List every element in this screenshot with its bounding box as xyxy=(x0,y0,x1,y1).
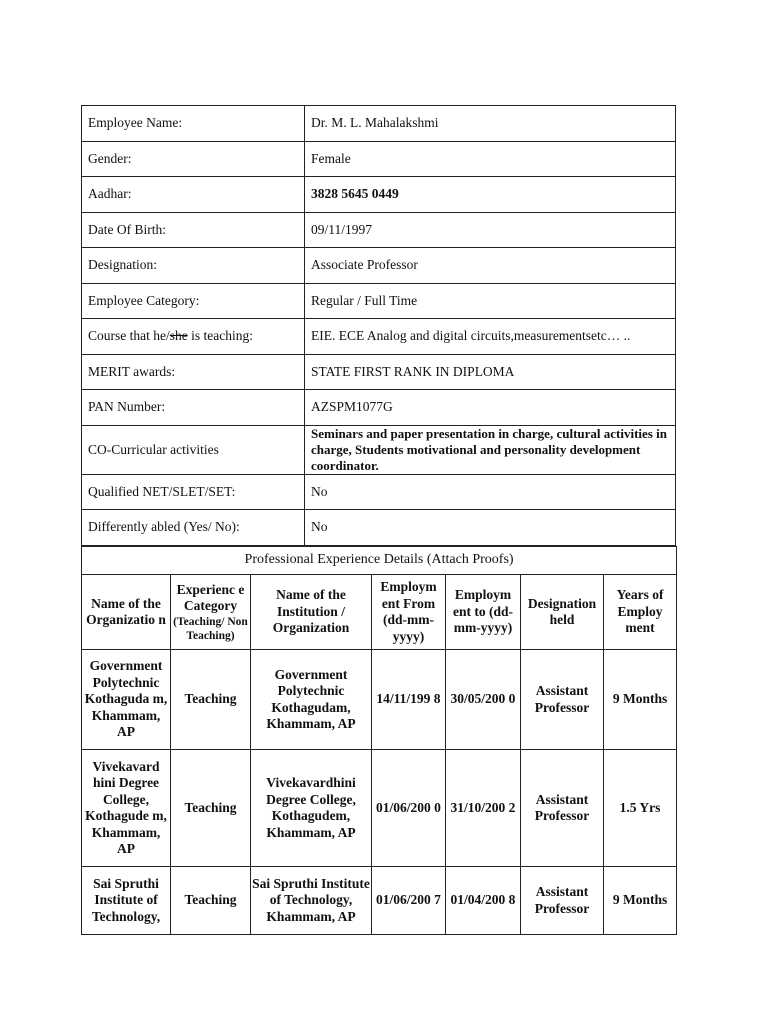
co-curricular-value: Seminars and paper presentation in charge, cultural activities in charge, Students motivational and personality development coordinator. xyxy=(305,425,676,474)
row-to: 01/04/200 8 xyxy=(446,867,521,935)
info-row xyxy=(82,177,676,213)
header-org: Name of the Organizatio n xyxy=(82,575,171,650)
header-category-note: (Teaching/ Non Teaching) xyxy=(173,615,248,642)
dob-value: 09/11/1997 xyxy=(305,212,676,248)
experience-header-row xyxy=(82,575,677,650)
merit-label: MERIT awards: xyxy=(82,354,305,390)
row-from: 01/06/200 0 xyxy=(372,750,446,867)
table-row xyxy=(82,650,677,750)
gender-label: Gender: xyxy=(82,141,305,177)
info-row xyxy=(82,106,676,142)
header-category xyxy=(171,575,251,650)
info-row xyxy=(82,319,676,355)
header-institution: Name of the Institution / Organization xyxy=(251,575,372,650)
header-designation: Designation held xyxy=(521,575,604,650)
row-org: Government Polytechnic Kothaguda m, Khammam, AP xyxy=(82,650,171,750)
info-row xyxy=(82,474,676,510)
row-years: 1.5 Yrs xyxy=(604,750,677,867)
row-institution: Vivekavardhini Degree College, Kothagudem, Khammam, AP xyxy=(251,750,372,867)
differently-abled-label: Differently abled (Yes/ No): xyxy=(82,510,305,546)
row-from: 14/11/199 8 xyxy=(372,650,446,750)
info-row xyxy=(82,283,676,319)
row-years: 9 Months xyxy=(604,867,677,935)
info-row xyxy=(82,141,676,177)
aadhar-label: Aadhar: xyxy=(82,177,305,213)
row-designation: Assistant Professor xyxy=(521,867,604,935)
pan-value: AZSPM1077G xyxy=(305,390,676,426)
course-label-pre: Course that he/ xyxy=(88,328,170,344)
info-row xyxy=(82,390,676,426)
experience-section-title: Professional Experience Details (Attach Proofs) xyxy=(82,547,677,575)
row-designation: Assistant Professor xyxy=(521,750,604,867)
experience-section-row xyxy=(82,547,677,575)
aadhar-value: 3828 5645 0449 xyxy=(305,177,676,213)
info-row xyxy=(82,248,676,284)
employee-name-value: Dr. M. L. Mahalakshmi xyxy=(305,106,676,142)
row-category: Teaching xyxy=(171,650,251,750)
row-category: Teaching xyxy=(171,867,251,935)
table-row xyxy=(82,867,677,935)
gender-value: Female xyxy=(305,141,676,177)
co-curricular-label: CO-Curricular activities xyxy=(82,425,305,474)
table-row xyxy=(82,750,677,867)
row-from: 01/06/200 7 xyxy=(372,867,446,935)
course-label xyxy=(82,319,305,355)
row-org: Sai Spruthi Institute of Technology, xyxy=(82,867,171,935)
info-row xyxy=(82,425,676,474)
header-to: Employm ent to (dd-mm-yyyy) xyxy=(446,575,521,650)
employee-name-label: Employee Name: xyxy=(82,106,305,142)
header-from: Employm ent From (dd-mm-yyyy) xyxy=(372,575,446,650)
course-value: EIE. ECE Analog and digital circuits,measurementsetc… .. xyxy=(305,319,676,355)
designation-label: Designation: xyxy=(82,248,305,284)
row-designation: Assistant Professor xyxy=(521,650,604,750)
row-org: Vivekavard hini Degree College, Kothagude m, Khammam, AP xyxy=(82,750,171,867)
qualified-net-label: Qualified NET/SLET/SET: xyxy=(82,474,305,510)
designation-value: Associate Professor xyxy=(305,248,676,284)
row-to: 31/10/200 2 xyxy=(446,750,521,867)
info-row xyxy=(82,354,676,390)
row-years: 9 Months xyxy=(604,650,677,750)
header-years: Years of Employ ment xyxy=(604,575,677,650)
info-row xyxy=(82,510,676,546)
merit-value: STATE FIRST RANK IN DIPLOMA xyxy=(305,354,676,390)
qualified-net-value: No xyxy=(305,474,676,510)
info-row xyxy=(82,212,676,248)
employee-info-table xyxy=(81,105,676,546)
row-institution: Sai Spruthi Institute of Technology, Khammam, AP xyxy=(251,867,372,935)
dob-label: Date Of Birth: xyxy=(82,212,305,248)
experience-table xyxy=(81,546,677,935)
row-category: Teaching xyxy=(171,750,251,867)
pan-label: PAN Number: xyxy=(82,390,305,426)
header-category-text: Experienc e Category xyxy=(176,581,245,613)
course-label-strike: she xyxy=(169,328,188,344)
employee-category-value: Regular / Full Time xyxy=(305,283,676,319)
differently-abled-value: No xyxy=(305,510,676,546)
row-to: 30/05/200 0 xyxy=(446,650,521,750)
row-institution: Government Polytechnic Kothagudam, Khammam, AP xyxy=(251,650,372,750)
course-label-post: is teaching: xyxy=(187,328,253,344)
employee-category-label: Employee Category: xyxy=(82,283,305,319)
